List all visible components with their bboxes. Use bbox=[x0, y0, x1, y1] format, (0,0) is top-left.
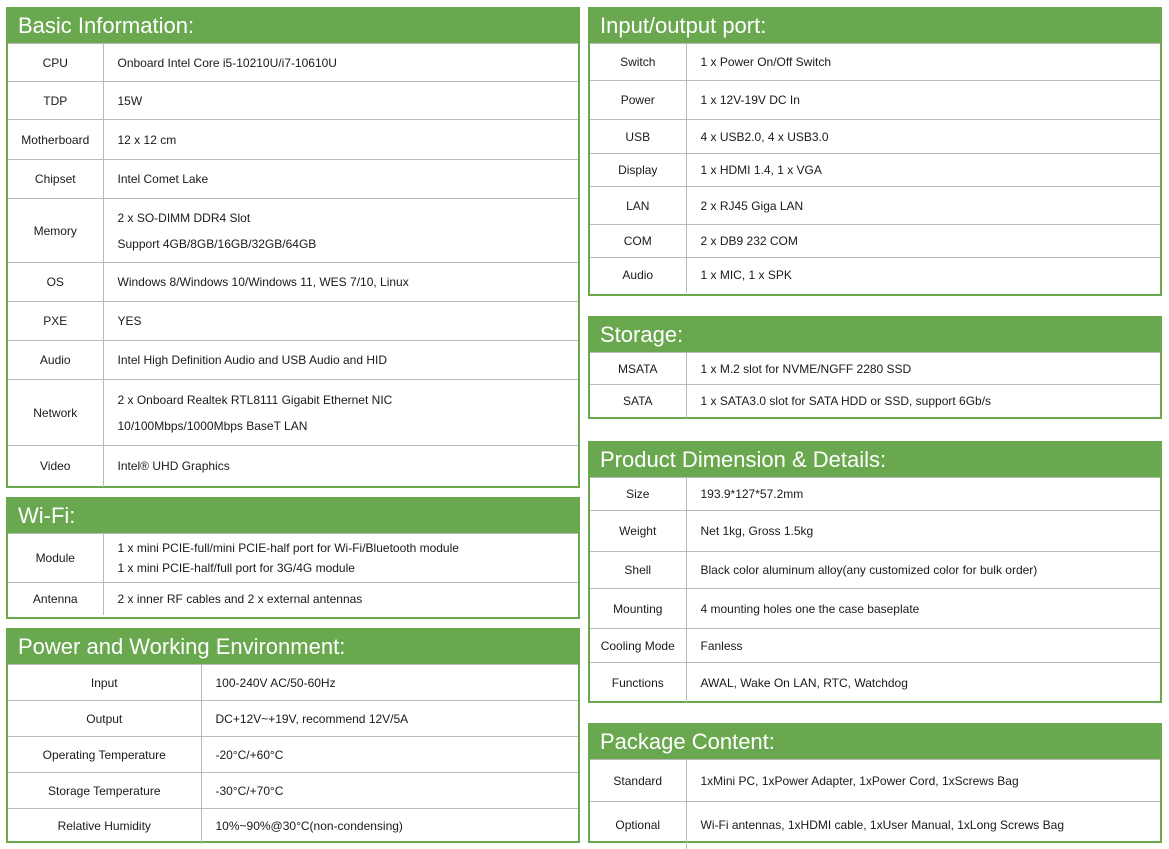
spec-value-line: 10/100Mbps/1000Mbps BaseT LAN bbox=[117, 418, 308, 433]
spec-value bbox=[686, 225, 1160, 258]
spec-label: PXE bbox=[8, 302, 103, 341]
spec-value-line: 2 x RJ45 Giga LAN bbox=[700, 198, 804, 213]
table-row bbox=[590, 802, 1160, 849]
spec-value-line: Intel High Definition Audio and USB Audio and HID bbox=[117, 353, 388, 367]
spec-value bbox=[103, 160, 578, 199]
spec-label: Switch bbox=[590, 44, 686, 81]
spec-value-line: 2 x DB9 232 COM bbox=[700, 234, 798, 248]
table-row bbox=[590, 511, 1160, 552]
spec-label: Mounting bbox=[590, 589, 686, 629]
storage-title: Storage: bbox=[590, 318, 1160, 352]
spec-value-line: 1 x Power On/Off Switch bbox=[700, 55, 831, 69]
spec-value bbox=[201, 665, 578, 701]
spec-label: SATA bbox=[590, 385, 686, 418]
wifi-panel bbox=[6, 497, 580, 619]
spec-value bbox=[686, 154, 1160, 187]
spec-value bbox=[201, 737, 578, 773]
spec-value bbox=[201, 773, 578, 809]
table-row bbox=[8, 446, 578, 487]
table-row bbox=[8, 302, 578, 341]
spec-label: Display bbox=[590, 154, 686, 187]
spec-value-line: Intel Comet Lake bbox=[117, 172, 209, 186]
table-row bbox=[590, 663, 1160, 703]
spec-value-line: Wi-Fi antennas, 1xHDMI cable, 1xUser Manual, 1xLong Screws Bag bbox=[700, 818, 1064, 833]
dimension-spec-table bbox=[590, 477, 1160, 703]
io-port-panel bbox=[588, 7, 1162, 296]
spec-value bbox=[103, 380, 578, 446]
spec-label: Module bbox=[8, 534, 103, 583]
table-row bbox=[8, 44, 578, 82]
spec-value-line: 2 x SO-DIMM DDR4 Slot bbox=[117, 210, 251, 225]
spec-label: Shell bbox=[590, 552, 686, 589]
table-row bbox=[590, 478, 1160, 511]
spec-value bbox=[103, 534, 578, 583]
spec-value bbox=[201, 809, 578, 844]
spec-value bbox=[686, 552, 1160, 589]
spec-value-line: Fanless bbox=[700, 638, 743, 653]
basic-information-title: Basic Information: bbox=[8, 9, 578, 43]
spec-value-line: Net 1kg, Gross 1.5kg bbox=[700, 524, 814, 538]
spec-value-line: 12 x 12 cm bbox=[117, 132, 177, 147]
table-row bbox=[590, 589, 1160, 629]
spec-value bbox=[686, 802, 1160, 849]
table-row bbox=[8, 665, 578, 701]
io-port-title: Input/output port: bbox=[590, 9, 1160, 43]
table-row bbox=[590, 552, 1160, 589]
spec-label: Power bbox=[590, 81, 686, 120]
spec-value bbox=[686, 81, 1160, 120]
table-row bbox=[590, 120, 1160, 154]
spec-value bbox=[103, 199, 578, 263]
spec-value bbox=[103, 82, 578, 120]
spec-label: MSATA bbox=[590, 353, 686, 385]
spec-value-line: 1 x HDMI 1.4, 1 x VGA bbox=[700, 163, 822, 177]
storage-panel bbox=[588, 316, 1162, 419]
spec-value bbox=[103, 120, 578, 160]
spec-value bbox=[103, 341, 578, 380]
spec-label: OS bbox=[8, 263, 103, 302]
spec-value bbox=[686, 663, 1160, 703]
power-spec-table bbox=[8, 664, 578, 844]
spec-label: Operating Temperature bbox=[8, 737, 201, 773]
table-row bbox=[590, 385, 1160, 418]
spec-label: Optional bbox=[590, 802, 686, 849]
table-row bbox=[8, 380, 578, 446]
spec-label: Motherboard bbox=[8, 120, 103, 160]
table-row bbox=[590, 629, 1160, 663]
spec-label: Input bbox=[8, 665, 201, 701]
spec-value bbox=[686, 385, 1160, 418]
spec-label: Video bbox=[8, 446, 103, 487]
table-row bbox=[590, 225, 1160, 258]
spec-value-line: YES bbox=[117, 314, 142, 328]
spec-value-line: 1 x MIC, 1 x SPK bbox=[700, 268, 792, 283]
power-environment-panel bbox=[6, 628, 580, 843]
table-row bbox=[8, 160, 578, 199]
table-row bbox=[8, 341, 578, 380]
spec-value bbox=[686, 187, 1160, 225]
spec-value bbox=[686, 760, 1160, 802]
spec-value-line: 2 x Onboard Realtek RTL8111 Gigabit Ethernet NIC bbox=[117, 392, 393, 407]
spec-value-line: -20°C/+60°C bbox=[215, 747, 284, 762]
spec-value bbox=[686, 120, 1160, 154]
table-row bbox=[8, 583, 578, 615]
spec-value-line: 1xMini PC, 1xPower Adapter, 1xPower Cord, 1xScrews Bag bbox=[700, 773, 1019, 788]
spec-value-line: DC+12V~+19V, recommend 12V/5A bbox=[215, 711, 409, 726]
spec-label: CPU bbox=[8, 44, 103, 82]
spec-value bbox=[686, 511, 1160, 552]
package-content-title: Package Content: bbox=[590, 725, 1160, 759]
table-row bbox=[8, 737, 578, 773]
spec-value-line: 1 x mini PCIE-full/mini PCIE-half port for Wi-Fi/Bluetooth module bbox=[117, 541, 459, 555]
power-environment-title: Power and Working Environment: bbox=[8, 630, 578, 664]
spec-value-line: 2 x inner RF cables and 2 x external antennas bbox=[117, 591, 363, 606]
basic-spec-table bbox=[8, 43, 578, 487]
spec-value bbox=[686, 589, 1160, 629]
spec-value-line: -30°C/+70°C bbox=[215, 783, 284, 798]
product-dimension-title: Product Dimension & Details: bbox=[590, 443, 1160, 477]
spec-value-line: 1 x 12V-19V DC In bbox=[700, 93, 800, 107]
spec-label: Relative Humidity bbox=[8, 809, 201, 844]
spec-label: Network bbox=[8, 380, 103, 446]
spec-value bbox=[686, 258, 1160, 293]
spec-value bbox=[686, 478, 1160, 511]
spec-value bbox=[201, 701, 578, 737]
product-dimension-panel bbox=[588, 441, 1162, 703]
table-row bbox=[8, 120, 578, 160]
spec-label: COM bbox=[590, 225, 686, 258]
io-spec-table bbox=[590, 43, 1160, 293]
table-row bbox=[590, 154, 1160, 187]
spec-value-line: 4 mounting holes one the case baseplate bbox=[700, 601, 920, 616]
table-row bbox=[590, 44, 1160, 81]
spec-label: TDP bbox=[8, 82, 103, 120]
spec-value-line: Support 4GB/8GB/16GB/32GB/64GB bbox=[117, 236, 317, 251]
spec-value-line: 15W bbox=[117, 93, 143, 108]
spec-label: Cooling Mode bbox=[590, 629, 686, 663]
spec-value bbox=[103, 263, 578, 302]
spec-value bbox=[686, 353, 1160, 385]
spec-value bbox=[103, 446, 578, 487]
spec-value-line: Onboard Intel Core i5-10210U/i7-10610U bbox=[117, 55, 337, 70]
spec-value-line: 100-240V AC/50-60Hz bbox=[215, 675, 336, 690]
spec-label: Chipset bbox=[8, 160, 103, 199]
basic-information-panel bbox=[6, 7, 580, 488]
spec-value bbox=[103, 583, 578, 615]
wifi-title: Wi-Fi: bbox=[8, 499, 578, 533]
package-spec-table bbox=[590, 759, 1160, 849]
table-row bbox=[8, 82, 578, 120]
table-row bbox=[8, 809, 578, 844]
package-content-panel bbox=[588, 723, 1162, 843]
spec-value-line: 193.9*127*57.2mm bbox=[700, 487, 804, 501]
spec-label: Memory bbox=[8, 199, 103, 263]
spec-value bbox=[686, 629, 1160, 663]
spec-label: Antenna bbox=[8, 583, 103, 615]
spec-label: Audio bbox=[8, 341, 103, 380]
table-row bbox=[590, 187, 1160, 225]
table-row bbox=[8, 199, 578, 263]
spec-value-line: Black color aluminum alloy(any customized color for bulk order) bbox=[700, 563, 1038, 577]
table-row bbox=[590, 258, 1160, 293]
spec-label: Size bbox=[590, 478, 686, 511]
spec-value-line: 1 x SATA3.0 slot for SATA HDD or SSD, support 6Gb/s bbox=[700, 394, 992, 409]
wifi-spec-table bbox=[8, 533, 578, 615]
storage-spec-table bbox=[590, 352, 1160, 418]
table-row bbox=[590, 760, 1160, 802]
spec-value-line: AWAL, Wake On LAN, RTC, Watchdog bbox=[700, 675, 908, 690]
spec-value bbox=[103, 44, 578, 82]
spec-label: Functions bbox=[590, 663, 686, 703]
spec-value-line: 4 x USB2.0, 4 x USB3.0 bbox=[700, 129, 829, 144]
spec-value-line: Windows 8/Windows 10/Windows 11, WES 7/10, Linux bbox=[117, 275, 409, 289]
spec-label: USB bbox=[590, 120, 686, 154]
spec-label: LAN bbox=[590, 187, 686, 225]
spec-label: Storage Temperature bbox=[8, 773, 201, 809]
table-row bbox=[590, 81, 1160, 120]
spec-label: Weight bbox=[590, 511, 686, 552]
spec-value-line: 1 x M.2 slot for NVME/NGFF 2280 SSD bbox=[700, 361, 912, 376]
spec-label: Audio bbox=[590, 258, 686, 293]
spec-value-line: 1 x mini PCIE-half/full port for 3G/4G module bbox=[117, 561, 355, 575]
spec-value bbox=[686, 44, 1160, 81]
spec-value-line: 10%~90%@30°C(non-condensing) bbox=[215, 819, 403, 834]
table-row bbox=[8, 773, 578, 809]
table-row bbox=[8, 263, 578, 302]
spec-label: Output bbox=[8, 701, 201, 737]
table-row bbox=[590, 353, 1160, 385]
table-row bbox=[8, 701, 578, 737]
spec-value-line: Intel® UHD Graphics bbox=[117, 459, 230, 474]
spec-label: Standard bbox=[590, 760, 686, 802]
table-row bbox=[8, 534, 578, 583]
spec-value bbox=[103, 302, 578, 341]
